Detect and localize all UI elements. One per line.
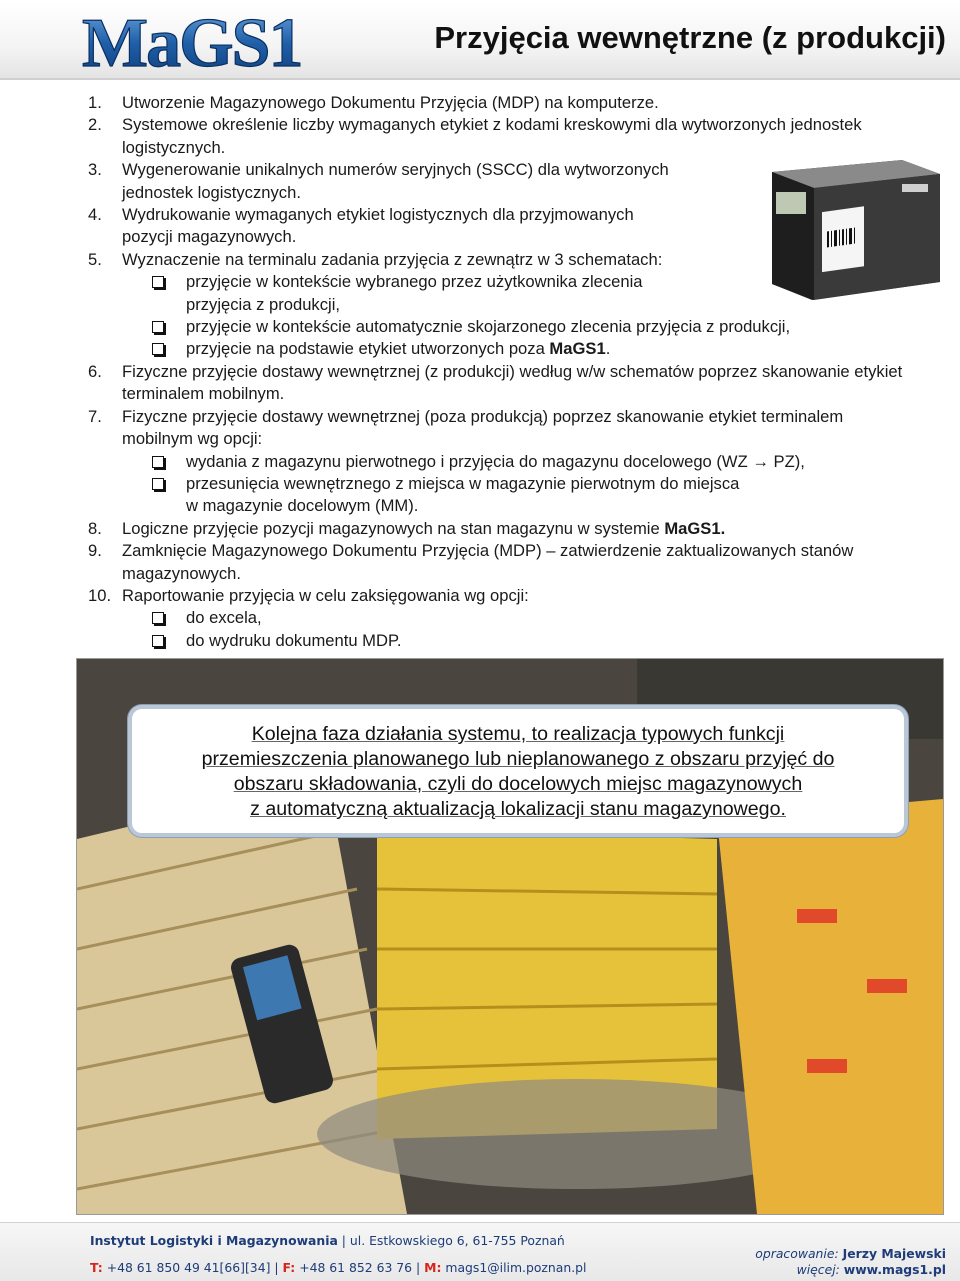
brand-name: MaGS1.: [664, 518, 726, 538]
checkbox-bullet-icon: [152, 321, 164, 333]
info-callout: [128, 705, 908, 837]
option-text: przyjęcie w kontekście wybranego przez użytkownika zlecenia przyjęcia z produkcji,: [186, 272, 643, 314]
step-5: [88, 249, 908, 361]
step-number: 1.: [88, 93, 102, 112]
option-text: do wydruku dokumentu MDP.: [186, 630, 402, 650]
step-4: [88, 204, 682, 249]
steps-content: [88, 92, 908, 652]
mags1-logo: [78, 2, 328, 78]
callout-line: z automatyczną aktualizacją lokalizacji stanu magazynowego.: [250, 798, 786, 820]
step-text: Wydrukowanie wymaganych etykiet logistycznych dla przyjmowanych pozycji magazynowych.: [122, 205, 634, 247]
logo-text: MaGS1: [82, 5, 302, 78]
footer-phone-label: T:: [90, 1260, 103, 1275]
checkbox-bullet-icon: [152, 478, 164, 490]
step-number: 6.: [88, 361, 102, 381]
option-text: przyjęcie na podstawie etykiet utworzonych poza: [186, 339, 550, 359]
option-item: [152, 473, 746, 518]
page-footer: [0, 1222, 960, 1281]
step-number: 9.: [88, 541, 102, 561]
step-10-options: [122, 607, 908, 652]
footer-fax: +48 61 852 63 76: [299, 1260, 413, 1275]
footer-email-label: M:: [424, 1260, 442, 1275]
footer-fax-label: F:: [282, 1260, 296, 1275]
step-1: [88, 92, 908, 114]
step-text: Fizyczne przyjęcie dostawy wewnętrznej (z produkcji) według w/w schematów poprzez skanowanie etykiet terminalem mobilnym.: [122, 361, 903, 404]
option-item: [152, 338, 908, 360]
callout-text: [132, 709, 904, 822]
option-text: .: [605, 339, 611, 359]
step-9: [88, 540, 908, 585]
footer-website-link[interactable]: www.mags1.pl: [843, 1262, 946, 1277]
step-2: [88, 114, 908, 159]
step-text: Fizyczne przyjęcie dostawy wewnętrznej (poza produkcją) poprzez skanowanie etykiet terminalem mobilnym wg opcji:: [122, 406, 844, 449]
brand-name: MaGS1: [549, 339, 606, 359]
option-item: [152, 630, 908, 652]
step-text: Wygenerowanie unikalnych numerów seryjnych (SSCC) dla wytworzonych jednostek logistycznych.: [122, 160, 669, 202]
step-text: Wyznaczenie na terminalu zadania przyjęcia z zewnątrz w 3 schematach:: [122, 249, 663, 269]
footer-org-name: Instytut Logistyki i Magazynowania: [90, 1233, 338, 1248]
callout-line: przemieszczenia planowanego lub nieplanowanego z obszaru przyjęć do: [201, 748, 835, 770]
checkbox-bullet-icon: [152, 456, 164, 468]
option-text: przyjęcie w kontekście automatycznie skojarzonego zlecenia przyjęcia z produkcji,: [186, 317, 791, 337]
option-text: PZ),: [768, 451, 805, 471]
footer-address: ul. Estkowskiego 6, 61-755 Poznań: [349, 1233, 565, 1248]
header-divider: [0, 78, 960, 80]
step-text: Systemowe określenie liczby wymaganych etykiet z kodami kreskowymi dla wytworzonych jednostek logistycznych.: [122, 115, 862, 157]
footer-author-label: opracowanie:: [755, 1246, 839, 1261]
step-number: 3.: [88, 160, 102, 180]
footer-author: [755, 1246, 946, 1261]
footer-phone: +48 61 850 49 41[66][34]: [106, 1260, 271, 1275]
page-title: Przyjęcia wewnętrzne (z produkcji): [434, 20, 946, 55]
step-7: [88, 406, 908, 518]
footer-contact-line: T: +48 61 850 49 41[66][34] | F: +48 61 852 63 76 | M: mags1@ilim.poznan.pl: [90, 1260, 587, 1275]
steps-list: [88, 92, 908, 652]
option-item: [152, 451, 908, 473]
option-item: [152, 271, 706, 316]
footer-email-link[interactable]: mags1@ilim.poznan.pl: [445, 1260, 587, 1275]
option-item: [152, 316, 908, 338]
step-text: Raportowanie przyjęcia w celu zaksięgowania wg opcji:: [122, 585, 529, 605]
checkbox-bullet-icon: [152, 343, 164, 355]
step-text: Zamknięcie Magazynowego Dokumentu Przyjęcia (MDP) – zatwierdzenie zaktualizowanych stanów magazynowych.: [122, 541, 854, 583]
step-8: [88, 518, 908, 540]
step-6: [88, 361, 908, 406]
step-number: 10.: [88, 585, 112, 605]
footer-author-name: Jerzy Majewski: [842, 1246, 946, 1261]
step-10: [88, 585, 908, 652]
option-item: [152, 607, 908, 629]
option-text: przesunięcia wewnętrznego z miejsca w magazynie pierwotnym do miejsca w magazynie docelowym (MM).: [186, 473, 740, 516]
arrow-right-icon: →: [752, 451, 769, 471]
step-number: 8.: [88, 518, 102, 538]
checkbox-bullet-icon: [152, 612, 164, 624]
step-7-options: [122, 451, 908, 518]
step-number: 4.: [88, 205, 102, 225]
option-text: wydania z magazynu pierwotnego i przyjęcia do magazynu docelowego (WZ: [186, 451, 753, 471]
step-number: 5.: [88, 249, 102, 269]
checkbox-bullet-icon: [152, 635, 164, 647]
footer-address-line: Instytut Logistyki i Magazynowania | ul. Estkowskiego 6, 61-755 Poznań: [90, 1233, 565, 1248]
step-number: 2.: [88, 115, 102, 135]
footer-website: [797, 1262, 946, 1277]
option-text: do excela,: [186, 608, 262, 628]
step-number: 7.: [88, 406, 102, 426]
callout-line: obszaru składowania, czyli do docelowych miejsc magazynowych: [233, 773, 803, 795]
step-3: [88, 159, 682, 204]
checkbox-bullet-icon: [152, 276, 164, 288]
callout-line: Kolejna faza działania systemu, to realizacja typowych funkcji: [251, 723, 785, 745]
step-text: Utworzenie Magazynowego Dokumentu Przyjęcia (MDP) na komputerze.: [122, 93, 659, 112]
step-5-options: [122, 271, 908, 361]
step-text: Logiczne przyjęcie pozycji magazynowych na stan magazynu w systemie: [122, 518, 665, 538]
footer-website-label: więcej:: [796, 1262, 840, 1277]
